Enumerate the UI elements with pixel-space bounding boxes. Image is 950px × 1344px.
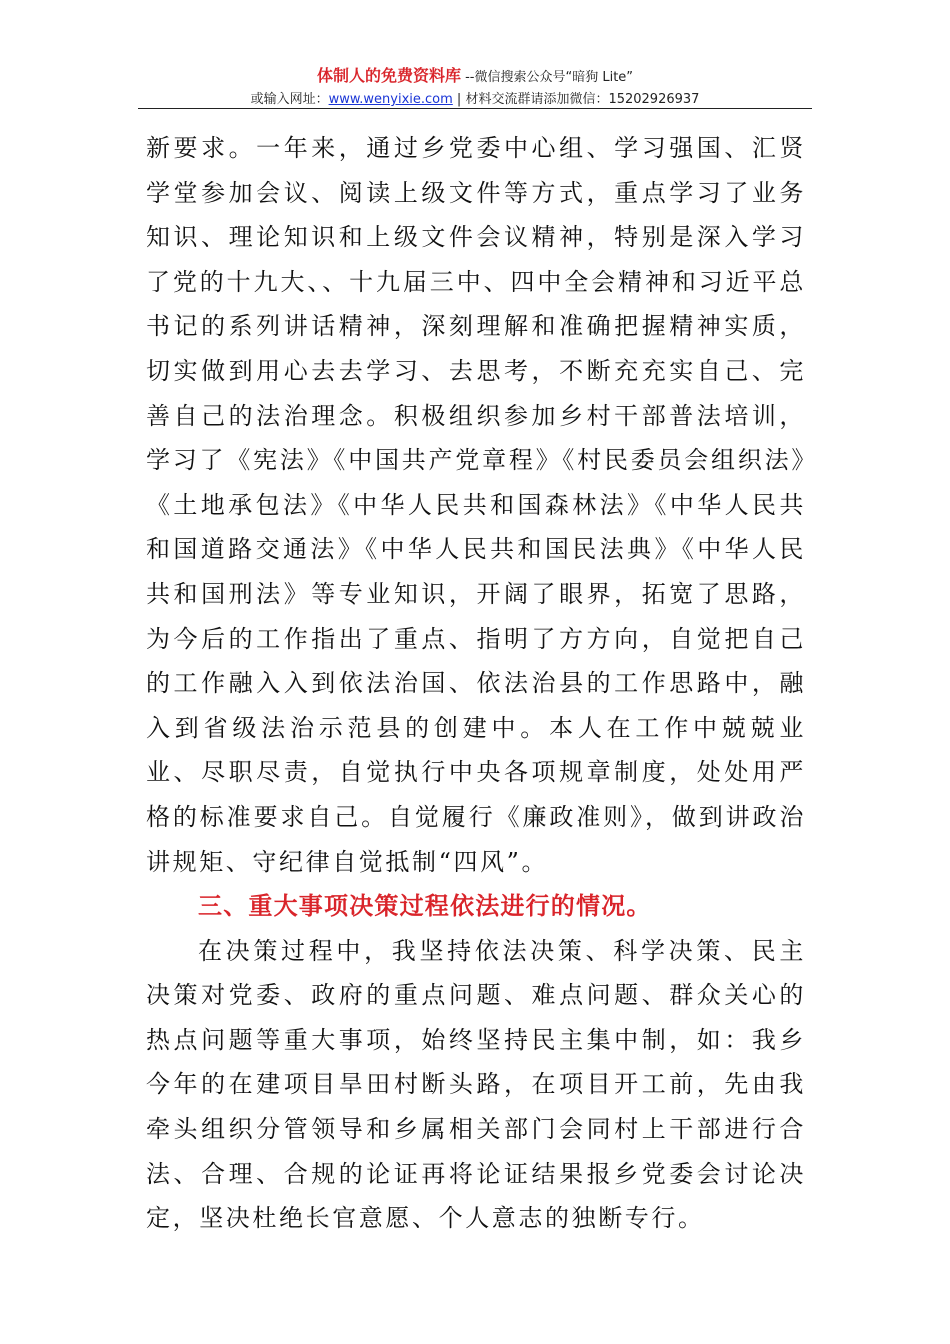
section-heading: 三、重大事项决策过程依法进行的情况。 bbox=[198, 892, 652, 921]
header-tagline: --微信搜索公众号“暗狗 Lite” bbox=[460, 70, 634, 85]
document-body bbox=[146, 126, 806, 1241]
header-url-link[interactable]: www.wenyixie.com bbox=[328, 92, 453, 107]
paragraph-study: 新要求。一年来，通过乡党委中心组、学习强国、汇贤学堂参加会议、阅读上级文件等方式，重点学习了业务知识、理论知识和上级文件会议精神，特别是深入学习了党的十九大、、十九届三中、四中全会精神和习近平总书记的系列讲话精神，深刻理解和准确把握精神实质，切实做到用心去去学习、去思考，不断充充实自己、完善自己的法治理念。积极组织参加乡村干部普法培训，学习了《宪法》《中国共产党章程》《村民委员会组织法》《土地承包法》《中华人民共和国森林法》《中华人民共和国道路交通法》《中华人民共和国民法典》《中华人民共和国刑法》等专业知识，开阔了眼界，拓宽了思路，为今后的工作指出了重点、指明了方方向，自觉把自己的工作融入入到依法治国、依法治县的工作思路中，融入到省级法治示范县的创建中。本人在工作中兢兢业业、尽职尽责，自觉执行中央各项规章制度，处处用严格的标准要求自己。自觉履行《廉政准则》，做到讲政治讲规矩、守纪律自觉抵制“四风”。 bbox=[146, 134, 806, 876]
header-divider bbox=[138, 108, 812, 109]
header-banner bbox=[0, 66, 950, 88]
header-brand: 体制人的免费资料库 bbox=[316, 66, 461, 85]
header-wechat-info: | 材料交流群请添加微信：15202926937 bbox=[452, 92, 700, 107]
page-header bbox=[0, 66, 950, 109]
header-url-prefix: 或输入网址： bbox=[250, 92, 329, 107]
paragraph-decision: 在决策过程中，我坚持依法决策、科学决策、民主决策对党委、政府的重点问题、难点问题、群众关心的热点问题等重大事项，始终坚持民主集中制，如：我乡今年的在建项目旱田村断头路，在项目开工前，先由我牵头组织分管领导和乡属相关部门会同村上干部进行合法、合理、合规的论证再将论证结果报乡党委会讨论决定，坚决杜绝长官意愿、个人意志的独断专行。 bbox=[146, 936, 806, 1233]
header-contact bbox=[0, 91, 950, 109]
